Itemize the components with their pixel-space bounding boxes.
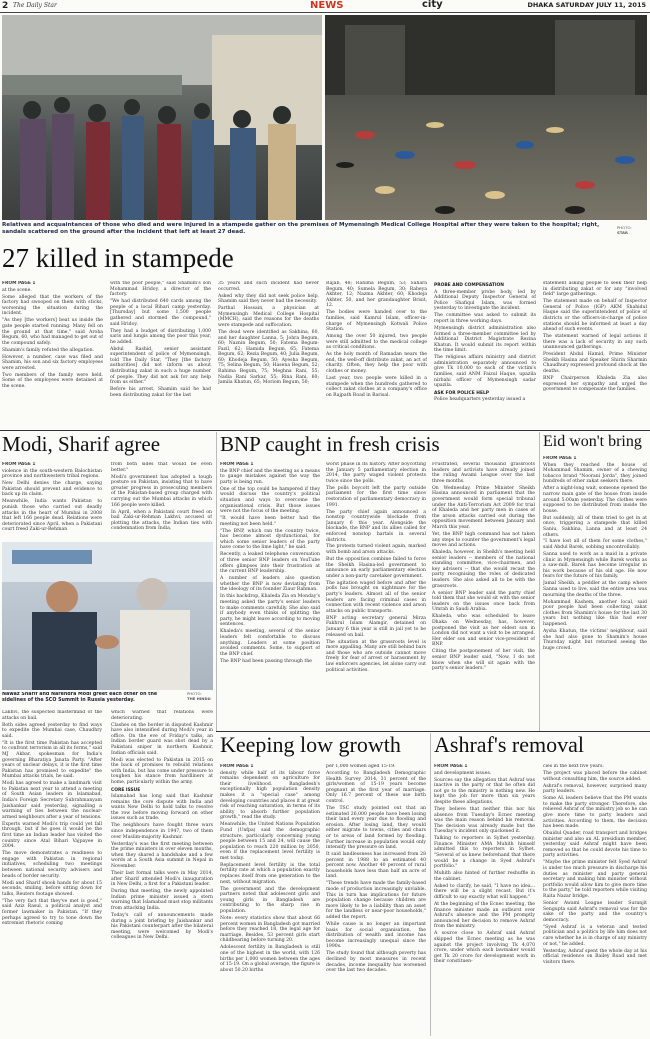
column-rule — [430, 733, 431, 1036]
paragraph: New Delhi denies the charge, saying Pakistan should prevent and evidence to back up its claim. — [2, 481, 102, 498]
paragraph: The polls boycott left the party outside parliament for the first time since restoration of parliamentary democracy in 1991. — [326, 485, 426, 508]
growth-col-1 — [220, 764, 320, 1036]
paragraph: "The very fact that they've met is good," said Aziz Rasul, a political analyst and former lawmaker in Pakistan. "If they perhaps agreed to try to tone down the extremist rhetoric coming — [2, 898, 102, 927]
paragraph: "Syed Ashraf is a veteran and tested politician and a politics by life him does not care whether he is in charge of any ministry or not," he added. — [543, 924, 647, 947]
paragraph: The protests turned violent again, marked with bomb and arson attacks. — [326, 544, 426, 556]
paragraph: Adolescent fertility in Bangladesh is still one of the highest in the world, with 126 births per 1,000 women between the ages of 15-19. On a global average, the figure is about 50.20 births — [220, 945, 320, 973]
bnp-col-2 — [326, 462, 426, 728]
crowd-photo-illustration — [2, 15, 322, 220]
subhead-core-issue: CORE ISSUE — [111, 787, 141, 793]
paragraph: Khaleda, who was scheduled to leave Dhaka on Wednesday, has, however, postponed the visit as her eldest son in London did not want a visit to be arranged. Her elder son and senior vice-president of BNP. — [432, 614, 535, 648]
stampede-col-4 — [326, 281, 427, 428]
paragraph: The committee was asked to submit its report in three working days. — [434, 313, 536, 324]
bnp-kicker: FROM PAGE 1 — [220, 462, 254, 467]
paragraph: Both sides agreed yesterday to find ways to expedite the Mumbai case, Chaudhry said. — [2, 722, 102, 739]
paragraph: In this backdrop, Khaleda Zia on Monday's meeting asked the party's senior leaders to make comments carefully. She also said if anybody even thinks of splitting the party, he might leave according to moving sentences. — [220, 594, 320, 628]
paragraph: Two members of the family were held. Some of the employees were detained at the scene. — [2, 372, 103, 390]
paragraph: A senior BNP leader said the party chief told them that she would sit with the senior leaders on the issues once back from Umrah in Saudi Arabia. — [432, 590, 535, 613]
modi-lower-col-2 — [111, 710, 213, 1036]
paragraph: In April, when a Pakistani court freed on bail Zaki-ur-Rehman Lakhvi, accused of plotting the attacks, the Indian ties with condemnation from India, — [111, 509, 212, 532]
ashraf-kicker: FROM PAGE 1 — [434, 764, 468, 769]
paragraph: Today's call of announcements made during a joint briefing by Jaishankar and his Pakistani counterpart after the bilateral meeting, were welcomed by Modi's colleagues in New Delhi. — [111, 912, 213, 941]
section-city-label: city — [422, 0, 443, 10]
subhead-police-help: ASK FOR POLICE HELP — [434, 390, 489, 396]
modi-col-2 — [111, 462, 212, 540]
paragraph: 35 years and such incident had never occurred. — [218, 281, 319, 292]
paragraph: The bodies were handed over to the families, said Kamrul Islam, officer-in-charge of Mymensingh Kotwali Police Station. — [326, 310, 427, 333]
modi-photo-caption: Nawaz Sharif and Narendra Modi greet each other on the sidelines of the SCO Summit in Russia yesterday. — [2, 692, 158, 703]
paragraph: On Wednesday, Prime Minister Sheikh Hasina announced in parliament that the government would form special tribunal under the Anti-Terrorism Act 2009 for trial of Khaleda and her party men in cases of the arson attacks carried out during the opposition movement between January and March this year. — [432, 485, 535, 530]
paragraph: Obaidul Quader, road transport and bridges minister and also an AL presidium member, yesterday said Ashraf might have been removed so that he could devote his time to party activities. — [543, 831, 647, 859]
bnp-col-3 — [432, 462, 535, 728]
modi-kicker: FROM PAGE 1 — [2, 462, 36, 467]
paragraph: While cause is no longer an important basis for social organisation, the distribution of wealth and income has become increasingly unequal since the 1990s. — [326, 921, 426, 950]
paragraph: density while half of its labour force remains dependent on agriculture for their livelihood. Bangladesh's exceptionally high population density makes it a "special case" among developing countries and places it at great risk of reaching saturation, in terms of its ability to absorb further population growth," read the study. — [220, 770, 320, 821]
paragraph: Sanna used to work as a maid in a private clinic in Mymensingh while Barek works as a saw-mill. Barek has become irregular in his work because of his old age. He now fears for the future of his family. — [543, 552, 647, 580]
paragraph: The TSC study pointed out that an estimated 26,000 people have been losing their land every year due to flooding and erosion. After losing land, they would either migrate to towns, cities and chars or to areas of land formed by flooding. Further increase in population would only intensify the pressure on land. — [326, 805, 426, 851]
paragraph: Sources say the allegation that Ashraf was inactive in the party or that he often did not go to the ministry is nothing new. He kept the job for more than six years despite these allegations. — [434, 777, 535, 805]
paragraph: Aysha Khatun, the victims' neighbour, said she had also gone to Shamim's house Thursday night but returned seeing the huge crowd. — [543, 628, 647, 651]
paragraph: Parthal Hossain, a physician at Mymensingh Medical College Hospital (MMCH), said the reasons for the deaths were stampede and suffocation. — [218, 306, 319, 328]
paragraph: But the opposition combine failed to force the Sheikh Hasina-led government to announce an early parliamentary election under a non-party caretaker government. — [326, 557, 426, 579]
column-rule — [216, 432, 217, 732]
paragraph: cies in the next five years. — [543, 764, 604, 769]
section-divider — [216, 731, 650, 732]
paragraph: Their last formal talks were in May 2014, after Sharif attended Modi's inauguration in New Delhi, a first for a Pakistani leader. — [111, 870, 213, 888]
paragraph: The religious affairs ministry and district administration separately announced to give Tk 10,000 to each of the victim's families, said ANM Faizul Haque, upazila nirbahi officer of Mymensingh sadar upazila. — [434, 355, 536, 389]
growth-kicker: FROM PAGE 1 — [220, 764, 254, 769]
paragraph: BNP acting secretary general Mirza Fakhrul Islam Alamgir, detained on January 6 this year is still in jail yet to be released on bail. — [326, 615, 426, 638]
photo-credit-name: STAR — [617, 229, 628, 235]
paragraph: The statement made on behalf of Inspector General of Police (IGP) AKM Shahidul Haque said the superintendent of police of districts or the officers-in-charge of police stations should be informed at least a day ahead of such events. — [543, 299, 647, 333]
paragraph: The agitation waged before and after the polls has brought on nightmare for the party's leaders. Almost all of the senior leaders are facing criminal cases in connection with recent violence and arson attacks on public transports. — [326, 580, 426, 614]
stampede-kicker: FROM PAGE 1 — [2, 281, 36, 286]
paragraph: Replacement level fertility is the total fertility rate at which a population exactly replaces itself from one generation to the next, without migration. — [220, 862, 320, 885]
paragraph: Mohammad Kashem, another local, said poor people had been collecting zakat clothes from Shamim's house for the last 30 years but nothing like this had ever happened. — [543, 599, 647, 627]
top-photo-caption: Relatives and acquaintances of those who died and were injured in a stampede gather on the premises of Mymensingh Medical College Hospital after they were taken to the hospital; right, sandals scattered on the ground after the incident that left at least 27 dead. — [2, 222, 600, 235]
paragraph: "I have lost all of them for some clothes," said Abdul Barek, sobbing uncontrollably. — [543, 539, 647, 551]
paragraph: Frustrated, several thousand grassroots leaders and activists have already joined the ruling Awami League over the last three months. — [432, 462, 535, 484]
paragraph: A three-member probe body, led by Additional Deputy Inspector General of Police Shafiqul Islam, was formed yesterday to investigate the incident. — [434, 289, 536, 312]
paragraph: At the beginning of the Ecnec meeting, the finance minister made an outburst over Ashraf's absence and the PM promptly announced her decision to remove Ashraf from the ministry. — [434, 902, 535, 930]
paragraph: It said landlessness has increased from 28 percent in 1988 to an estimated 40 percent now. Another 40 percent of rural households have less than half an acre of land. — [326, 852, 426, 880]
paragraph: Citing the postponement of her visit, the senior BNP leader said, "Now, I do not know when she will sit again with the party's senior leaders." — [432, 649, 535, 672]
stampede-col-3 — [218, 281, 319, 428]
paragraph: Police headquarters yesterday issued a — [434, 397, 526, 403]
paragraph: which warned that relations were deteriorating. — [111, 710, 213, 721]
paragraph: Abdul Rashid, senior assistant superintendent of police of Mymensingh, told The Daily Star, "They [the factory authorities] did not inform us about distributing zakat in such a huge number of people. They did not ask for any help from us either." — [110, 346, 211, 386]
photo-credit-name: THE HINDU — [187, 695, 211, 701]
paragraph: The move demonstrates a readiness to engage with Pakistan in regional initiatives, scheduling two meetings between national security advisers and heads of border security. — [2, 851, 102, 879]
paragraph: "It is the first time Pakistan has accepted to confront terrorism in all its forms," said MJ Akbar, spokesman for India's governing Bharatiya Janata Party. "After years of unclear delays, it is the first time Pakistan has promised to expedite" the Mumbai attacks trials, he said. — [2, 740, 102, 780]
paragraph: According to Bangladesh Demographic Health Survey 2014, 31 percent of the girls/women of 15-19 years become pregnant at the first year of marriage. Only 16.7 percent of these use birth control. — [326, 770, 426, 804]
paragraph: A source close to Ashraf said Ashraf skipped the Ecnec meeting as he was against the project involving Tk 4,070 crore, under which each lawmaker would get Tk 20 crore for development work in their constituen- — [434, 931, 535, 965]
paragraph: Rajab, 48; Rahima Begum, 53; Sahara Begum, 40; Sumela Begum, 30; Rabeya Akhter, 12; Nazma Akhter, 60; Khodeja Akhter, 50, and her grandaughter Brisit, 12. — [326, 281, 427, 309]
paragraph: Some AL leaders believe that the PM wants to make the party stronger. Therefore, she relieved Ashraf of the ministry job so he can give more time to party leaders and activities. According to them, the decision has been made. — [543, 796, 647, 830]
eid-headline: Eid won't bring — [543, 434, 642, 450]
paragraph: Meanwhile, India wants Pakistan to punish those who carried out deadly attacks in the heart of Mumbai in 2008 that left 166 people dead. Relations were deteriorated since April, when a Pakistani court freed Zaki-ur-Rehman — [2, 499, 102, 533]
modi-headline: Modi, Sharif agree — [2, 434, 161, 456]
paragraph: BNP Chairperson Khaleda Zia also expressed her sympathy and urged the government to compensate the families. — [543, 376, 647, 393]
paragraph: They had a budget of distributing 1,000 saris and lungis among the poor this year, he added. — [110, 328, 211, 345]
paragraph: Modi has agreed to make a landmark visit to Pakistan next year to attend a meeting of South Asian leaders in Islamabad, India's Foreign Secretary Subrahmanyam Jaishankar said yesterday, signalling a warming of ties between the nuclear-armed neighbours after a year of tensions. — [2, 781, 102, 820]
paragraph: Jamal Sheikh, a peddler at the camp where Sanna used to live, said the entire area was mourning the deaths of the three. — [543, 581, 647, 598]
eid-kicker: FROM PAGE 1 — [543, 456, 577, 461]
sandals-photo-illustration — [325, 15, 647, 220]
paragraph: "These trends have made the family-based mode of production increasingly unviable. This in turn has implications for future population change because children are more likely to be a liability than an asset for the landless or near-poor households," added the report. — [326, 881, 426, 920]
paragraph: Experts warned Modi's trip could yet fall through, but if he goes it would be the first time an Indian leader has visited the country since Atal Bihari Vajpayee in 2004. — [2, 821, 102, 850]
paragraph: As the holy month of Ramadan nears the end, the well-off distribute zakat, an act of charity. Often, they help the poor with clothes or money. — [326, 352, 427, 375]
paragraph: The dead were identified as Sakhina, 60, and her daughter Lanna, 5; Johra Begum, 60; Naznin Begum, 50; Fatema Begum-Fazil, 62; Hamida Begum, 65; Fatema Begum, 62; Rezia Begum, 40; Julia Begum, 60; Khodeja Begum, 50; Ayesha Begum, 75; Selina Begum, 50; Hasena Begum, 52; Rahima Begum, 75; Meghna Rani, 55; Nadia Rani Sarkar, 55; Rina Rani, 60; Jamila Khatun, 65; Moriom Begum, 50; — [218, 329, 319, 386]
paragraph: Meanwhile, the United Nations Population Fund (Unfpa) said the demographic structure, particularly concerning young people between 15 and 24, will cause the population to reach 220 million by 2050, even if the replacement level fertility is met today. — [220, 822, 320, 861]
paragraph: Shamim's family refuted the allegation. — [2, 347, 94, 353]
paragraph: and development issues. — [434, 770, 492, 776]
paragraph: Before his arrest, Shamim said he had been distributing zakat for the last — [110, 387, 211, 398]
paragraph: Recently, a leaked telephone conversation of three senior BNP leaders on YouTube offers glimpses into their frustration at the current BNP leadership. — [220, 552, 320, 575]
paragraph: During that meeting, the newly appointed Indian prime minister issued a stern warning that Islamabad must stop militants from attacking India. — [111, 889, 213, 911]
modi-col-1 — [2, 462, 102, 540]
top-photo-credit — [617, 226, 647, 235]
paragraph: Khaleda, however, in Sheikh's meeting held senior leaders -- members of the national standing committee, vice-chairmen, and key advisers -- that she would recast the party recognising the roles of dedicated leaders. She also asked all to be with the grassroots. — [432, 550, 535, 589]
paragraph: One of the top could be hampered if they would discuss the country's political situation and ways to overcome the organisational crisis. But those issues were not the focus of the meeting. — [220, 486, 320, 515]
bnp-col-1 — [220, 462, 320, 728]
paragraph: Among the over 50 injured, two people were still admitted to the medical college as critical conditions. — [326, 334, 427, 351]
stampede-col-6 — [543, 281, 647, 428]
subhead-probe: PROBE AND COMPENSATION — [434, 283, 504, 288]
paragraph: Yet, the BNP high command has not taken any steps to counter the government's legal moves and actions. — [432, 531, 535, 549]
header-rule — [0, 12, 650, 13]
paragraph: statement asking people to seek their help in distributing zakat or for any "involved field" large gatherings. — [543, 281, 647, 298]
stampede-col-5 — [434, 281, 536, 428]
paragraph: violence in the south-western Balochistan province and northwestern tribal regions. — [2, 468, 102, 480]
paragraph: The project was placed before the cabinet without consulting him, the source added. — [543, 770, 647, 782]
paragraph: Muhith also hinted of further reshuffle in the cabinet. — [434, 871, 535, 882]
paragraph: When they reached the house of Mohammad Shamim, owner of a chewing tobacco brand "Noorani Jorda", they joined hundreds of other zakat seekers there. — [543, 462, 647, 485]
paragraph: "Maybe the prime minister felt Syed Ashraf is under too much pressure in discharge his duties as minister and party general secretary and making him minister without portfolio would allow him to give more time to the party," he told reporters while visiting Raita Nazar bridge. — [543, 860, 647, 900]
ashraf-headline: Ashraf's removal — [434, 734, 584, 757]
paragraph: "As they [the workers] beat us inside the gate people started running. Many fell on the ground at that time," said Aroba Begum, 60, who had managed to get out of the compound safely. — [2, 318, 103, 346]
paragraph: Yesterday's was the first meeting between the prime ministers in over eleven months, when they shared a handshake and a few words at a South Asia summit in Nepal in November. — [111, 841, 213, 869]
paragraph: Mymensingh district administration also formed a three-member committee led by Additional District Magistrate Rezina Khatun. It would submit its report within the time limit. — [434, 325, 536, 354]
paragraph: But suddenly, all of them tried to get in at once, triggering a stampede that killed Saniu, Sakhina, Lanna and at least 24 others. — [543, 515, 647, 538]
paragraph: Khaleda's meeting, several of the senior leaders felt comfortable to discuss anything. Leaders at some position avoided comments. Some, to support of the BNP chief. — [220, 629, 320, 657]
paragraph: The neighbours have fought three wars since independence in 1947, two of them over Muslim-majority Kashmir. — [111, 823, 213, 840]
paragraph: Modi and Sharif shook hands for about 15 seconds, smiling, before sitting down for talks, Reuters footage showed. — [2, 880, 102, 897]
paragraph: "It would have been better had the meeting not been held." — [220, 516, 320, 527]
paragraph: They believe that neither this nor his absence from Tuesday's Ecnec meeting was the main reason behind his removal. The decision was already made but the Tuesday's incident only quickened it. — [434, 806, 535, 835]
hospital-crowd-photo — [2, 15, 322, 220]
sharif-modi-photo — [2, 542, 213, 690]
paragraph: Last year, two people were killed in a stampede when the hundreds gathered to collect zakat clothes at a company's office on Rajpath Road in Barisal. — [326, 376, 427, 398]
paragraph: Senior Awami League leader Suranjit Sengupta said Ashraf's removal was for the sake of the party and the country's democracy. — [543, 901, 647, 923]
section-divider — [0, 430, 650, 431]
photo-credit-label: PHOTO: — [187, 692, 202, 696]
paragraph: Note: every statistics show that about 66 percent women in Bangladesh got married before they reached 18, the legal age for marriage. Besides, 53 percent girls start childbearing before turning 20. — [220, 916, 320, 944]
paragraph: Clashes on the border in disputed Kashmir have also intensified during Modi's year in office. On the eve of Friday's talks, an Indian border guard was shot dead by a Pakistani sniper in northern Kashmir, Indian officials said. — [111, 722, 213, 756]
date-line: DHAKA SATURDAY JULY 11, 2015 — [527, 1, 646, 9]
growth-headline: Keeping low growth — [220, 734, 401, 757]
bnp-headline: BNP caught in fresh crisis — [220, 434, 440, 456]
paragraph: The party chief again announced a nonstop countrywide blockade from January 6 this year. Alongside the blockade, the BNP and its allies called for enforced nonstop hartals in several districts. — [326, 509, 426, 543]
photo-credit-label: PHOTO: — [617, 226, 632, 230]
handshake-illustration — [2, 542, 213, 690]
paragraph: President Abdul Hamid, Prime Minister Sheikh Hasina and Speaker Shirin Sharmin Chaudhury expressed profound shock at the deaths. — [543, 352, 647, 375]
paragraph: A number of leaders also question whether the BNP is now deviating from the ideology of its founder Ziaur Rahman. — [220, 576, 320, 593]
paragraph: with the poor people," said Shamim's son Mohammad Hridoy, a director of the factory. — [110, 281, 211, 298]
ashraf-col-1 — [434, 764, 535, 1036]
paragraph: Talking to reporters in Sylhet yesterday, Finance Minister AMA Muhith himself admitted this to reporters in Sylhet. "Several of us knew beforehand that there would be a change in Syed Ashraf's portfolio." — [434, 836, 535, 870]
paragraph: Asked why they did not seek police help, Shamim said they never had the necessity. — [218, 293, 319, 305]
paragraph: per 1,000 women aged 15-19. — [326, 764, 396, 769]
modi-lower-col-1 — [2, 710, 102, 1036]
page-number: 2 — [2, 1, 9, 11]
paragraph: from both sides that would be even better." — [111, 462, 212, 473]
paragraph: Asked to clarify, he said, "I have no idea... there will be a slight recast. But it's difficult to say exactly what will happen." — [434, 883, 535, 901]
stampede-col-1 — [2, 281, 103, 428]
paragraph: "The BNP, which ran the country twice, has become almost dysfunctional, for which some senior leaders of the party have come to the lime light," he said. — [220, 528, 320, 551]
column-rule — [539, 432, 540, 732]
paragraph: Yesterday, Ashraf spent the whole day at his official residence on Bailey Road and met visitors there. — [543, 948, 647, 965]
paragraph: The government and the development partners noted that adolescent girls and young girls in Bangladesh are contributing to the sharp rise in population. — [220, 886, 320, 915]
stampede-headline: 27 killed in stampede — [2, 245, 234, 273]
section-news-label: NEWS — [310, 0, 344, 11]
ashraf-col-2 — [543, 764, 647, 1036]
paper-name: The Daily Star — [13, 2, 57, 9]
paragraph: Ashraf's removal, however, surprised many party leaders. — [543, 783, 647, 795]
sandals-photo — [325, 15, 647, 220]
paragraph: However, a number, case was filed and Shamim, his son and six factory employees were arrested. — [2, 354, 103, 371]
paragraph: The situation at the grassroots level is more appalling. Many are still behind bars and those who are outside cannot move freely for fear of arrest or harassment by law enforcers agencies, let alone carry out political activities. — [326, 639, 426, 673]
paragraph: The study found that although poverty has declined by most measures in recent decades, income inequality has worsened over the last two decades. — [326, 951, 426, 974]
paragraph: worst phase in its history. After boycotting the January 5 parliamentary election in 2014, the party waged violent protests twice since the polls. — [326, 462, 426, 484]
modi-photo-credit — [187, 692, 213, 701]
paragraph: the BNP chief and the meeting as a means to gauge mistakes against the way the party is being run. — [220, 468, 320, 485]
paragraph: Some alleged that the workers of the factory had swooped on them with sticks, worsening the situation during the incident. — [2, 294, 103, 317]
paragraph: Islamabad has long said that Kashmir remains the core dispute with India and wants New Delhi to hold talks to resolve the row before moving forward on other issues such as trade. — [111, 794, 213, 822]
paragraph: The BNP had been passing through the — [220, 658, 312, 664]
paragraph: Modi's government has adopted a tough posture on Pakistan, insisting that to have greater progress in prosecuting members of the Pakistan-based group charged with carrying out the Mumbai attacks in which 166 people were killed. — [111, 474, 212, 508]
paragraph: After a night-long wait, someone opened the narrow main gate of the house from inside around 5:00am yesterday. The clothes were supposed to be distributed from inside the house. — [543, 486, 647, 514]
growth-col-2 — [326, 764, 426, 1036]
paragraph: "We had distributed 640 cards among the people of a local Bihari camp yesterday. [Thursday] but some 1,500 people gathered and stormed the compound," said Hridoy. — [110, 299, 211, 327]
paragraph: The statement warned of legal actions if there was a lack of security in any such unannounced gatherings. — [543, 334, 647, 351]
eid-col — [543, 456, 647, 728]
paragraph: at the scene. — [2, 287, 32, 293]
paragraph: Lakhvi, the suspected mastermind of the attacks on bail. — [2, 710, 102, 721]
paragraph: Modi was elected to Pakistan in 2015 on the back of promises to rebuild relations with India, but has come under pressure to toughen his stance from hardliners at home, particularly within the army. — [111, 757, 213, 785]
stampede-col-2 — [110, 281, 211, 428]
